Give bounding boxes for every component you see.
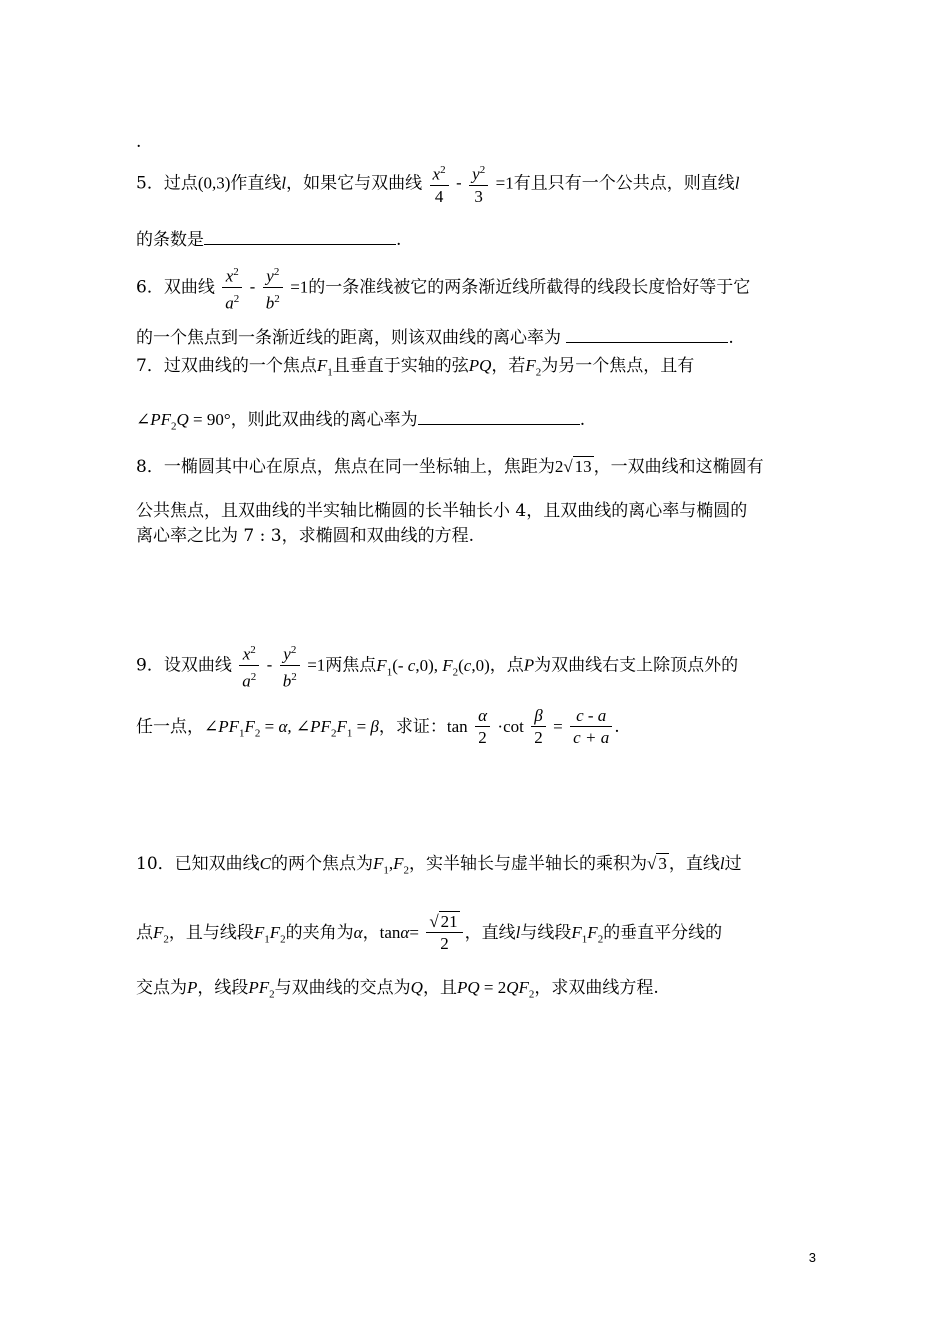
fraction-x2-a2: $\frac{x^2}{a^2}$ [222, 262, 242, 314]
question-6-line-1: 6．双曲线 $\frac{x^2}{a^2}$ - $\frac{y^2}{b^2}$ =1的一条准线被它的两条渐近线所截得的线段长度恰好等于它 [136, 262, 750, 314]
question-7-line-2: $\angle PF_2Q = 90^\circ$，则此双曲线的离心率为 . [136, 410, 586, 433]
question-5-line-2: 的条数是 . [136, 230, 402, 250]
question-8-line-1: 8．一椭圆其中心在原点，焦点在同一坐标轴上，焦距为2√ 13 ，一双曲线和这椭圆有 [136, 457, 764, 477]
question-8-line-3: 离心率之比为 7 : 3，求椭圆和双曲线的方程. [136, 526, 474, 546]
stray-dot: . [136, 132, 142, 152]
answer-blank[interactable] [418, 408, 580, 425]
question-5-line-1: 5．过点(0,3)作直线l，如果它与双曲线 $\frac{x^2}{4}$ - $\frac{y^2}{3}$ =1有且只有一个公共点，则直线l [136, 160, 739, 208]
fraction-x2-4: $\frac{x^2}{4}$ [430, 160, 449, 208]
question-10-line-3: 交点为P，线段$PF_2$与双曲线的交点为Q，且PQ = $2QF_2$，求双曲线方程. [136, 978, 659, 1001]
page-number: 3 [808, 1250, 816, 1265]
fraction-y2-3: $\frac{y^2}{3}$ [469, 160, 488, 208]
answer-blank[interactable] [204, 228, 396, 245]
fraction-y2-b2: $\frac{y^2}{b^2}$ [263, 262, 283, 314]
question-6-line-2: 的一个焦点到一条渐近线的距离，则该双曲线的离心率为 . [136, 328, 734, 348]
question-7-line-1: 7．过双曲线的一个焦点$F_1$且垂直于实轴的弦PQ，若$F_2$为另一个焦点，且有 [136, 356, 695, 379]
question-8-line-2: 公共焦点，且双曲线的半实轴比椭圆的长半轴长小 4，且双曲线的离心率与椭圆的 [136, 501, 748, 521]
question-10-line-2: 点$F_2$，且与线段$F_1F_2$的夹角为α，tanα= $\frac{√ 21}{2}$ ，直线l与线段$F_1F_2$的垂直平分线的 [136, 912, 723, 953]
question-9-line-2: 任一点，$\angle PF_1F_2 = \alpha$, $\angle PF_2F_1 = \beta$，求证：tan $\frac{\alpha}{2}$ ·cot $\frac{\beta}{2}$ = $\frac{c - a}{c + a}$ . [136, 706, 620, 747]
question-9-line-1: 9．设双曲线 $\frac{x^2}{a^2}$ - $\frac{y^2}{b^2}$ =1两焦点$F_1(-$ c,0), $F_2(c,0)$，点P为双曲线右支上除顶点外的 [136, 640, 738, 692]
answer-blank[interactable] [566, 326, 728, 343]
question-10-line-1: 10．已知双曲线C的两个焦点为$F_1,F_2$，实半轴长与虚半轴长的乘积为√ 3 ，直线l过 [136, 854, 742, 877]
